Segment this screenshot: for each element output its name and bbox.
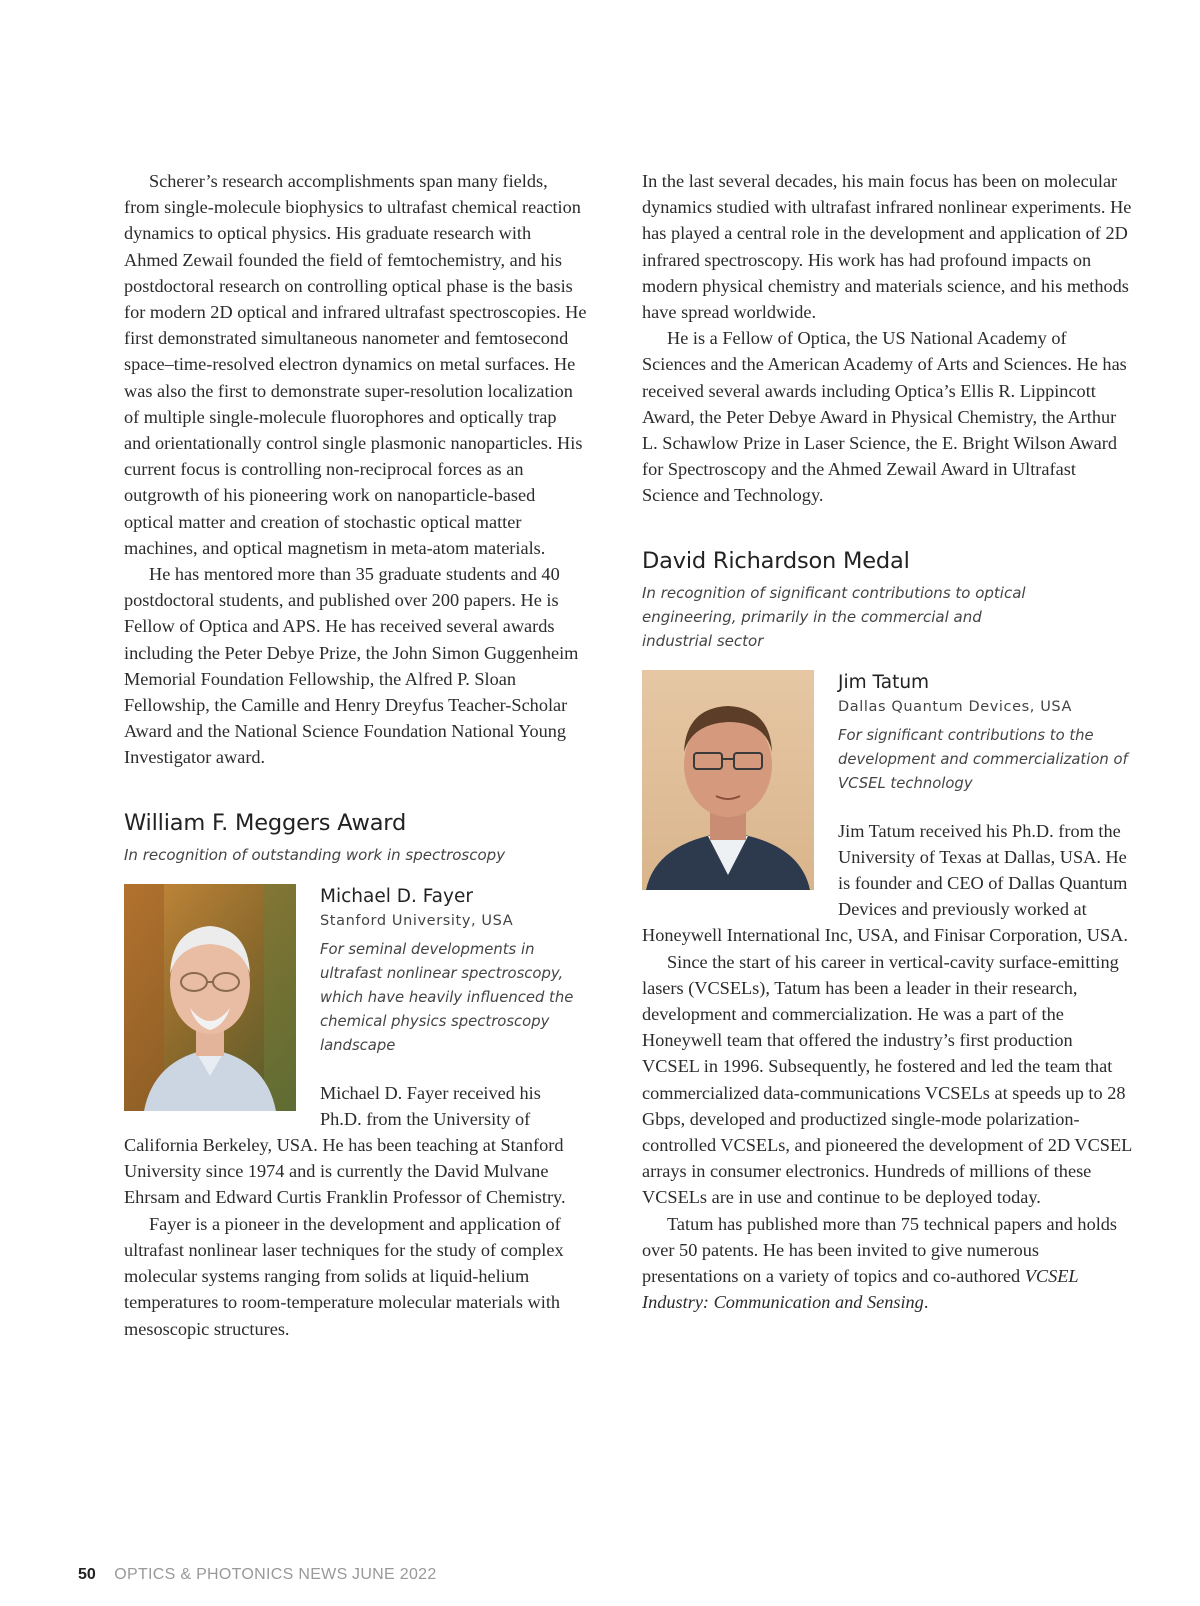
bio-text: .	[923, 1292, 929, 1313]
winner-bio-paragraph: Jim Tatum received his Ph.D. from the University of Texas at Dallas, USA. He is founder and CEO of Dallas Quantum Devices and previously worked at Honeywell International Inc, USA, and Finisar Corporation, USA.	[642, 820, 1128, 946]
portrait-image	[642, 670, 814, 890]
scherer-bio-paragraph: He has mentored more than 35 graduate students and 40 postdoctoral students, and published over 200 papers. He is Fellow of Optica and APS. He has received several awards including the Peter Debye Prize, the John Simon Guggenheim Memorial Foundation Fellowship, the Alfred P. Sloan Fellowship, the Camille and Henry Dreyfus Teacher-Scholar Award and the National Science Foundation National Young Investigator award.	[124, 564, 579, 768]
meggers-award-section	[124, 809, 587, 1342]
richardson-medal-section	[642, 547, 1132, 1316]
winner-name: Jim Tatum	[838, 671, 930, 693]
winner-citation: For significant contributions to the development and commercialization of VCSEL technology	[838, 726, 1128, 792]
winner-bio-paragraph	[642, 1211, 1132, 1316]
award-heading: William F. Meggers Award	[124, 809, 407, 836]
winner-affiliation: Dallas Quantum Devices, USA	[838, 698, 1073, 715]
winner-name: Michael D. Fayer	[320, 885, 473, 907]
left-column	[124, 168, 587, 1342]
bio-text: Tatum has published more than 75 technical papers and holds over 50 patents. He has been invited to give numerous presentations on a variety of topics and co-authored	[642, 1213, 1118, 1287]
fayer-bio-paragraph: He is a Fellow of Optica, the US National Academy of Sciences and the American Academy of Arts and Sciences. He has received several awards including Optica’s Ellis R. Lippincott Award, the Peter Debye Award in Physical Chemistry, the Arthur L. Schawlow Prize in Laser Science, the E. Bright Wilson Award for Spectroscopy and the Ahmed Zewail Award in Ultrafast Science and Technology.	[642, 328, 1127, 506]
winner-bio-paragraph: Fayer is a pioneer in the development and application of ultrafast nonlinear laser techniques for the study of complex molecular systems ranging from solids at liquid-helium temperatures to room-temperature molecular materials with mesoscopic structures.	[124, 1213, 564, 1339]
fayer-bio-paragraph: In the last several decades, his main focus has been on molecular dynamics studied with ultrafast infrared nonlinear experiments. He has played a central role in the development and application of 2D infrared spectroscopy. His work has had profound impacts on modern physical chemistry and materials science, and his methods have spread worldwide.	[642, 171, 1132, 323]
page-number: 50	[78, 1566, 96, 1583]
winner-bio-paragraph: Michael D. Fayer received his Ph.D. from the University of California Berkeley, USA. He has been teaching at Stanford University since 1974 and is currently the David Mulvane Ehrsam and Edward Curtis Franklin Professor of Chemistry.	[124, 1082, 566, 1208]
scherer-bio-paragraph: Scherer’s research accomplishments span many fields, from single-molecule biophysics to ultrafast chemical reaction dynamics to optical physics. His graduate research with Ahmed Zewail founded the field of femtochemistry, and his postdoctoral research on controlling optical phase is the basis for modern 2D optical and infrared ultrafast spectroscopies. He first demonstrated simultaneous nanometer and femtosecond space–time-resolved electron dynamics on metal surfaces. He was also the first to demonstrate super-resolution localization of multiple single-molecule fluorophores and optically trap and orientationally control single plasmonic nanoparticles. His current focus is controlling non-reciprocal forces as an outgrowth of his pioneering work on nanoparticle-based optical matter and creation of stochastic optical matter machines, and optical magnetism in meta-atom materials.	[124, 171, 587, 558]
right-column	[642, 168, 1132, 1316]
winner-bio-paragraph: Since the start of his career in vertical-cavity surface-emitting lasers (VCSELs), Tatum has been a leader in their research, development and commercialization. He was a part of the Honeywell team that offered the industry’s first production VCSEL in 1996. Subsequently, he fostered and led the team that commercialized data-communications VCSELs at speeds up to 28 Gbps, developed and productized single-mode polarization-controlled VCSELs, and pioneered the development of 2D VCSEL arrays in consumer electronics. Hundreds of millions of these VCSELs are in use and continue to be deployed today.	[642, 951, 1132, 1208]
page-footer	[78, 1566, 437, 1584]
award-heading: David Richardson Medal	[642, 547, 910, 574]
portrait-image	[124, 884, 296, 1111]
winner-citation: For seminal developments in ultrafast nonlinear spectroscopy, which have heavily influenced the chemical physics spectroscopy landscape	[320, 940, 574, 1054]
winner-affiliation: Stanford University, USA	[320, 912, 514, 929]
book-title: VCSEL Industry: Communication and Sensing	[642, 1266, 1079, 1313]
award-citation: In recognition of significant contributions to optical engineering, primarily in the commercial and industrial sector	[642, 583, 1026, 650]
winner-photo	[124, 884, 296, 1111]
winner-photo	[642, 670, 814, 890]
magazine-name: OPTICS & PHOTONICS NEWS	[114, 1566, 348, 1583]
award-citation: In recognition of outstanding work in spectroscopy	[124, 845, 506, 864]
issue-date: JUNE 2022	[352, 1566, 437, 1583]
